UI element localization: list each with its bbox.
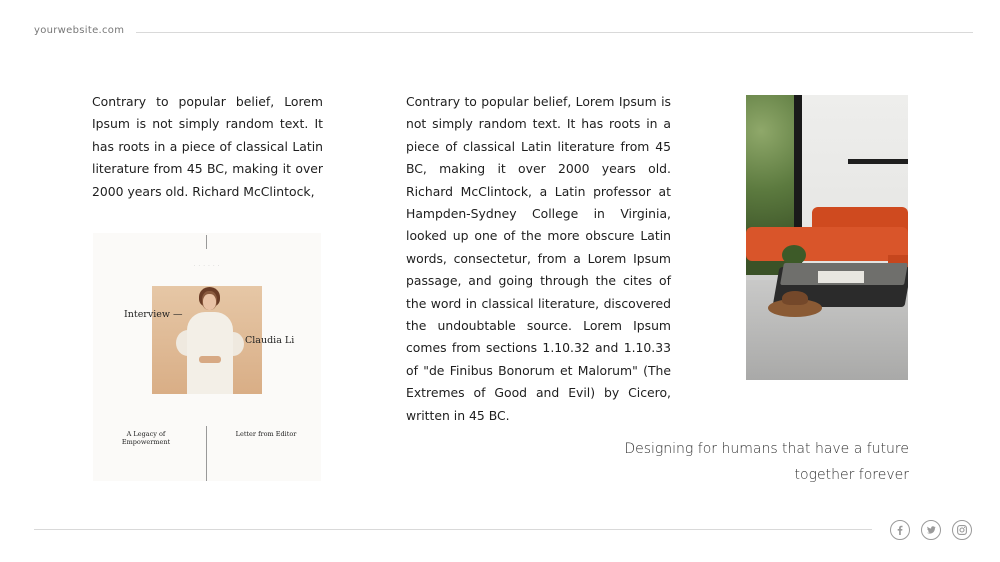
magazine-column-divider bbox=[206, 426, 207, 481]
magazine-interview-title: Interview — bbox=[124, 309, 183, 320]
magazine-divider-top bbox=[206, 235, 207, 249]
facebook-icon[interactable] bbox=[890, 520, 910, 540]
twitter-icon[interactable] bbox=[921, 520, 941, 540]
magazine-article-2: Letter from Editor bbox=[235, 430, 297, 438]
magazine-section-label: · · · · · · bbox=[193, 264, 221, 269]
site-url[interactable]: yourwebsite.com bbox=[34, 25, 125, 36]
tagline bbox=[600, 436, 909, 488]
interior-photo bbox=[746, 95, 908, 380]
tagline-line-2: together forever bbox=[794, 467, 909, 483]
left-paragraph: Contrary to popular belief, Lorem Ipsum is not simply random text. It has roots in a piece of classical Latin literature from 45 BC, making it over 2000 years old. Richard McClintock, bbox=[92, 94, 323, 199]
top-divider bbox=[136, 32, 973, 33]
bottom-divider bbox=[34, 529, 872, 530]
magazine-spread-image bbox=[93, 233, 321, 481]
middle-paragraph: Contrary to popular belief, Lorem Ipsum is not simply random text. It has roots in a piece of classical Latin literature from 45 BC, making it over 2000 years old. Richard McClintock, a Latin professor at Hampden-Sydney College in Virginia, looked up one of the more obscure Latin words, consectetur, from a Lorem Ipsum passage, and going through the cites of the word in classical literature, discovered the undoubtable source. Lorem Ipsum comes from sections 1.10.32 and 1.10.33 of "de Finibus Bonorum et Malorum" (The Extremes of Good and Evil) by Cicero, written in 45 BC. bbox=[406, 94, 671, 423]
tagline-line-1: Designing for humans that have a future bbox=[624, 441, 909, 457]
magazine-interviewee-name: Claudia Li bbox=[245, 335, 295, 346]
magazine-article-1: A Legacy of Empowerment bbox=[121, 430, 171, 446]
instagram-icon[interactable] bbox=[952, 520, 972, 540]
